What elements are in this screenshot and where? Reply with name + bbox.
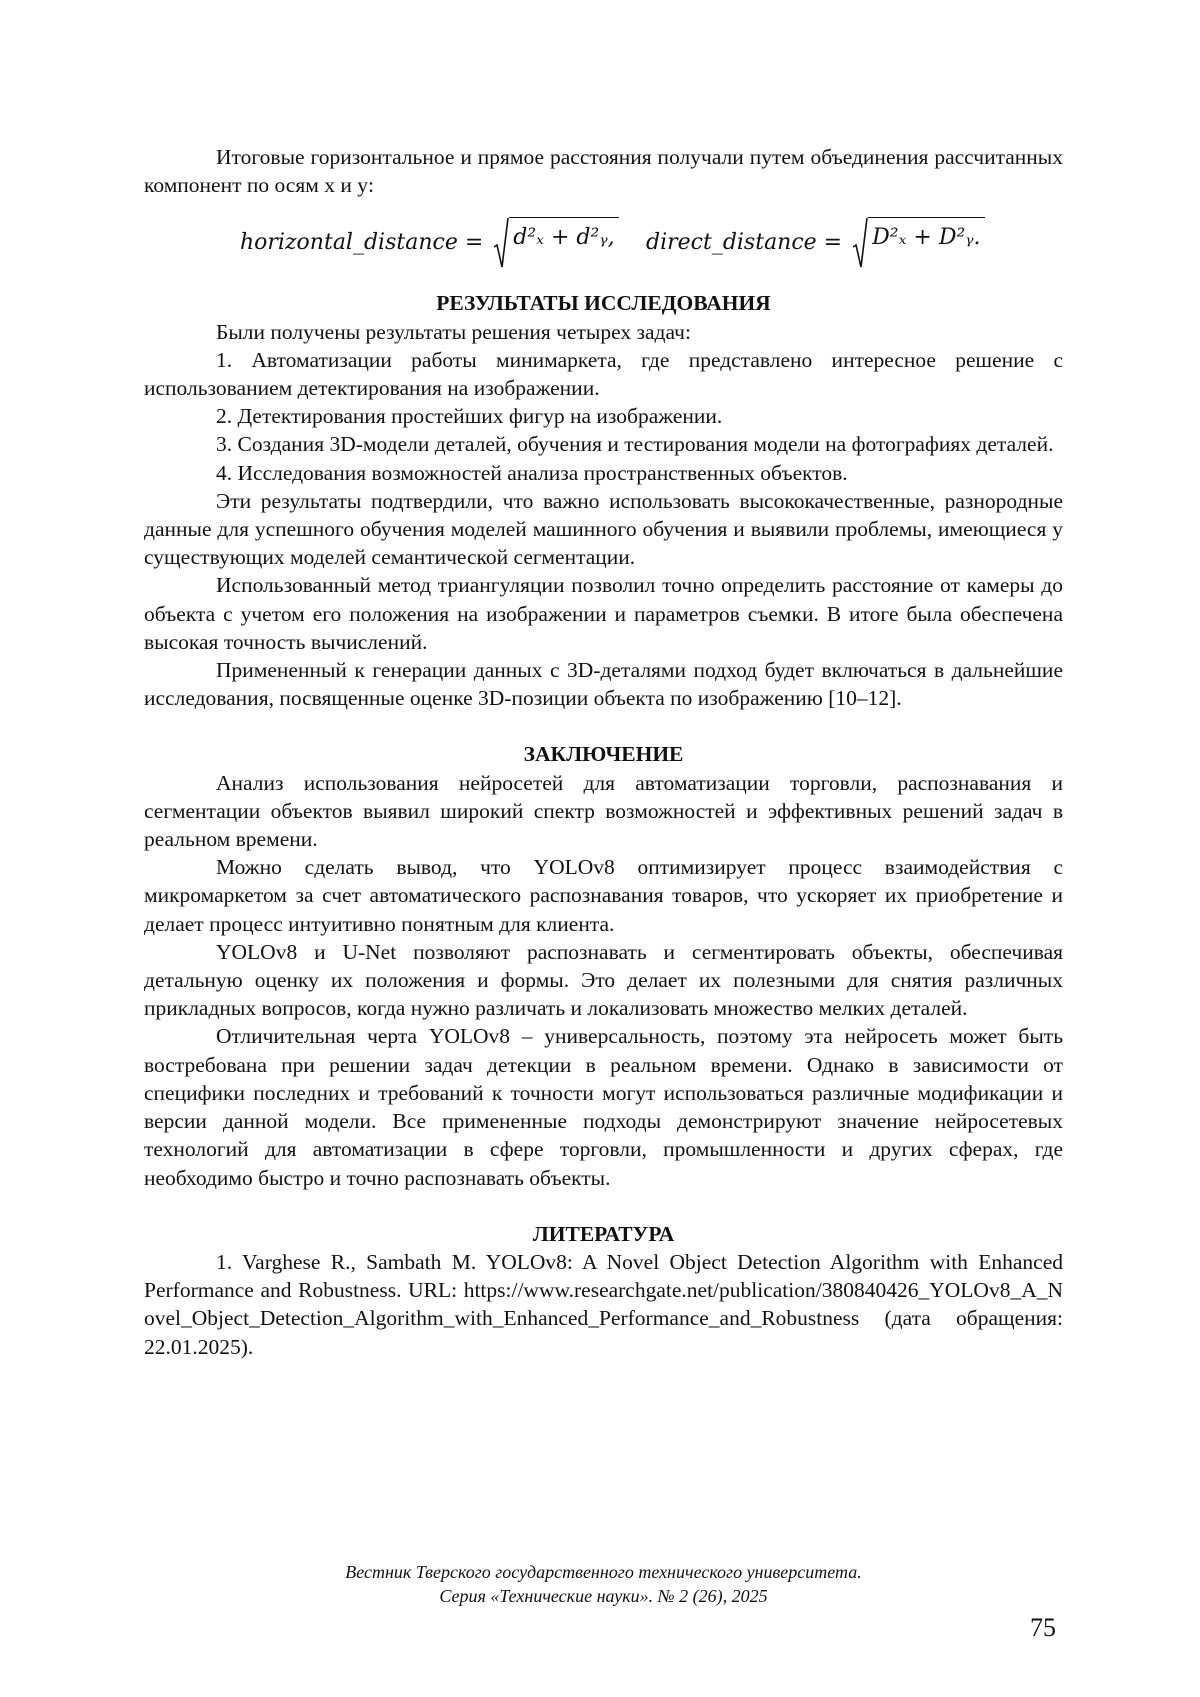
horizontal-distance-formula bbox=[240, 217, 619, 269]
results-item-2: 2. Детектирования простейших фигур на изображении. bbox=[216, 404, 723, 429]
horizontal-distance-lhs: horizontal_distance = bbox=[240, 230, 484, 256]
radical-sign-icon bbox=[493, 217, 509, 269]
journal-title: Вестник Тверского государственного технического университета. bbox=[345, 1562, 862, 1582]
horizontal-distance-radicand: d²ₓ + d²ᵧ, bbox=[509, 217, 618, 269]
intro-paragraph: Итоговые горизонтальное и прямое расстояния получали путем объединения рассчитанных компонент по осям x и y: bbox=[144, 145, 1063, 198]
reference-1-url[interactable]: https://www.researchgate.net/publication/380840426_YOLOv8_A_Novel_Object_Detection_Algorithm_with_Enhanced_Performance_and_Robustness bbox=[144, 1278, 1063, 1331]
results-paragraph-3: Примененный к генерации данных с 3D-деталями подход будет включаться в дальнейшие исследования, посвященные оценке 3D-позиции объекта по изображению [10–12]. bbox=[144, 658, 1063, 711]
results-paragraph-1: Эти результаты подтвердили, что важно использовать высококачественные, разнородные данные для успешного обучения моделей машинного обучения и выявили проблемы, имеющиеся у существующих моделей семантической сегментации. bbox=[144, 488, 1063, 570]
conclusion-paragraph-1: Анализ использования нейросетей для автоматизации торговли, распознавания и сегментации объектов выявил широкий спектр возможностей и эффективных решений задач в реальном времени. bbox=[144, 770, 1063, 852]
direct-distance-radicand: D²ₓ + D²ᵧ. bbox=[868, 217, 984, 269]
results-lead: Были получены результаты решения четырех задач: bbox=[216, 319, 691, 344]
conclusion-heading: ЗАКЛЮЧЕНИЕ bbox=[523, 742, 684, 767]
section-spacer bbox=[144, 1192, 1063, 1220]
conclusion-paragraph-2: Можно сделать вывод, что YOLOv8 оптимизирует процесс взаимодействия с микромаркетом за счет автоматического распознавания товаров, что ускоряет их приобретение и делает процесс интуитивно понятным для клиента. bbox=[144, 855, 1063, 936]
journal-series: Серия «Технические науки». № 2 (26), 2025 bbox=[439, 1586, 768, 1606]
journal-footer bbox=[144, 1560, 1063, 1608]
article-body bbox=[144, 143, 1063, 1361]
distance-formulas bbox=[144, 199, 1063, 289]
reference-1 bbox=[144, 1248, 1063, 1361]
references-heading: ЛИТЕРАТУРА bbox=[532, 1221, 675, 1246]
conclusion-paragraph-3: YOLOv8 и U-Net позволяют распознавать и сегментировать объекты, обеспечивая детальную оценку их положения и формы. Это делает их полезными для снятия различных прикладных вопросов, когда нужно различать и локализовать множество мелких деталей. bbox=[144, 939, 1063, 1021]
direct-distance-formula bbox=[646, 217, 985, 269]
results-item-3: 3. Создания 3D-модели деталей, обучения и тестирования модели на фотографиях деталей. bbox=[216, 432, 1054, 457]
section-spacer bbox=[144, 712, 1063, 740]
sqrt-symbol bbox=[493, 217, 618, 269]
conclusion-paragraph-4: Отличительная черта YOLOv8 – универсальность, поэтому эта нейросеть может быть востребована при решении задач детекции в реальном времени. Однако в зависимости от специфики последних и требований к точности могут использоваться различные модификации и версии данной модели. Все примененные подходы демонстрируют значение нейросетевых технологий для автоматизации в сфере торговли, промышленности и других сферах, где необходимо быстро и точно распознавать объекты. bbox=[144, 1024, 1063, 1190]
results-heading: РЕЗУЛЬТАТЫ ИССЛЕДОВАНИЯ bbox=[436, 291, 771, 316]
page-number: 75 bbox=[1030, 1613, 1056, 1642]
results-item-4: 4. Исследования возможностей анализа пространственных объектов. bbox=[216, 460, 848, 485]
direct-distance-lhs: direct_distance = bbox=[646, 230, 843, 256]
radical-sign-icon bbox=[852, 217, 868, 269]
results-paragraph-2: Использованный метод триангуляции позволил точно определить расстояние от камеры до объекта с учетом его положения на изображении и параметров съемки. В итоге была обеспечена высокая точность вычислений. bbox=[144, 573, 1063, 654]
reference-1-text: 1. Varghese R., Sambath M. YOLOv8: A Novel Object Detection Algorithm with Enhanced Performance and Robustness. URL: bbox=[144, 1249, 1063, 1303]
sqrt-symbol bbox=[852, 217, 984, 269]
reference-1-tail: (дата обращения: 22.01.2025). bbox=[144, 1306, 1063, 1359]
results-item-1: 1. Автоматизации работы минимаркета, где представлено интересное решение с использованием детектирования на изображении. bbox=[144, 347, 1063, 401]
